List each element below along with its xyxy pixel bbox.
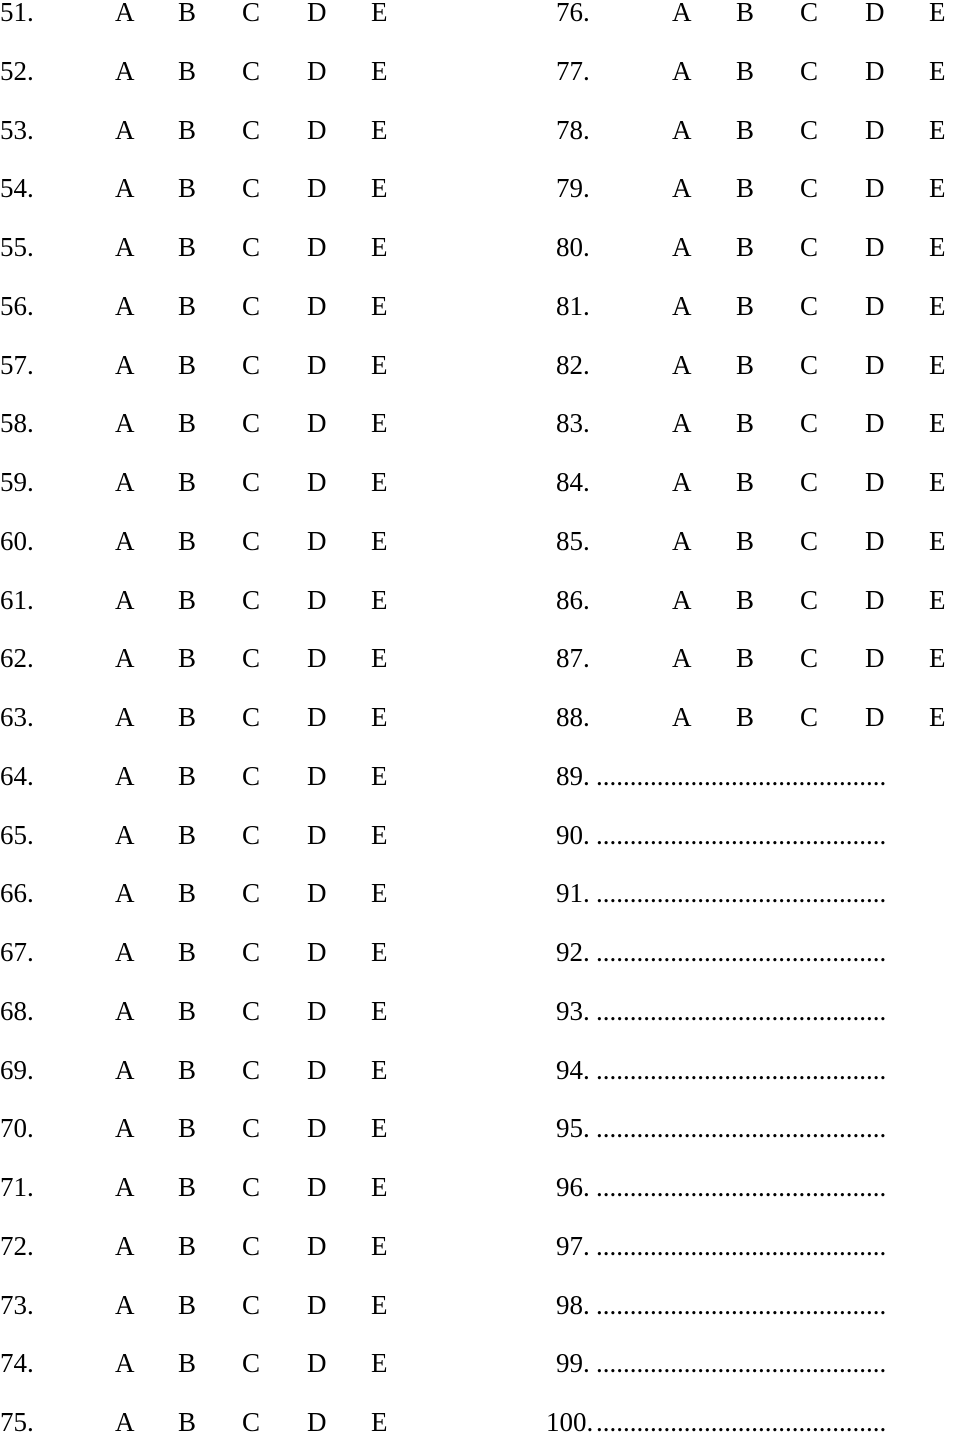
answer-option-d[interactable]: D — [307, 1407, 327, 1437]
blank-row — [0, 1285, 960, 1325]
answer-option-c[interactable]: C — [800, 349, 819, 380]
question-number: 64. — [0, 760, 34, 791]
answer-option-b[interactable]: B — [178, 1172, 197, 1202]
answer-option-a[interactable]: A — [672, 408, 692, 439]
answer-option-e[interactable]: E — [929, 702, 946, 732]
answer-blank-line[interactable]: ........................................... — [596, 1054, 887, 1085]
question-number: 74. — [0, 1348, 34, 1379]
answer-option-a[interactable]: A — [115, 290, 135, 321]
question-number: 76. — [556, 0, 590, 27]
answer-option-b[interactable]: B — [178, 760, 197, 791]
answer-option-e[interactable]: E — [371, 0, 388, 27]
answer-option-e[interactable]: E — [371, 349, 388, 380]
question-number: 90. — [556, 819, 590, 850]
question-number: 97. — [556, 1230, 590, 1261]
answer-option-b[interactable]: B — [736, 232, 755, 262]
answer-option-c[interactable]: C — [242, 1113, 261, 1144]
question-number: 52. — [0, 55, 34, 86]
question-number: 84. — [556, 467, 590, 497]
question-number: 68. — [0, 995, 34, 1026]
answer-option-a[interactable]: A — [115, 760, 135, 791]
answer-option-d[interactable]: D — [865, 0, 885, 27]
answer-option-d[interactable]: D — [865, 467, 885, 497]
answer-option-e[interactable]: E — [371, 878, 388, 909]
question-number: 72. — [0, 1230, 34, 1261]
question-row — [0, 580, 960, 620]
blank-row — [0, 1050, 960, 1090]
answer-option-d[interactable]: D — [307, 290, 327, 321]
question-number: 91. — [556, 878, 590, 909]
answer-option-d[interactable]: D — [307, 408, 327, 439]
question-row — [0, 110, 960, 150]
answer-option-e[interactable]: E — [929, 114, 946, 145]
answer-option-a[interactable]: A — [115, 878, 135, 909]
question-number: 95. — [556, 1113, 590, 1144]
answer-option-a[interactable]: A — [115, 349, 135, 380]
answer-option-b[interactable]: B — [178, 173, 197, 204]
answer-option-e[interactable]: E — [371, 760, 388, 791]
answer-option-a[interactable]: A — [672, 55, 692, 86]
answer-option-c[interactable]: C — [800, 232, 819, 262]
question-number: 56. — [0, 290, 34, 321]
question-number: 65. — [0, 819, 34, 850]
answer-option-c[interactable]: C — [242, 114, 261, 145]
answer-option-d[interactable]: D — [865, 525, 885, 556]
answer-option-a[interactable]: A — [672, 232, 692, 262]
answer-option-b[interactable]: B — [178, 584, 197, 615]
blank-row — [0, 1108, 960, 1148]
answer-option-e[interactable]: E — [929, 584, 946, 615]
question-row — [0, 286, 960, 326]
answer-option-d[interactable]: D — [865, 55, 885, 86]
question-number: 80. — [556, 232, 590, 262]
answer-option-d[interactable]: D — [307, 819, 327, 850]
question-number: 63. — [0, 702, 34, 732]
answer-option-d[interactable]: D — [307, 1113, 327, 1144]
answer-option-c[interactable]: C — [242, 349, 261, 380]
answer-option-c[interactable]: C — [800, 467, 819, 497]
answer-blank-line[interactable]: ........................................... — [596, 1348, 887, 1379]
answer-option-e[interactable]: E — [371, 995, 388, 1026]
question-number: 94. — [556, 1054, 590, 1085]
question-number: 59. — [0, 467, 34, 497]
question-number: 57. — [0, 349, 34, 380]
answer-option-a[interactable]: A — [672, 290, 692, 321]
answer-option-e[interactable]: E — [371, 584, 388, 615]
answer-option-c[interactable]: C — [242, 995, 261, 1026]
answer-option-b[interactable]: B — [178, 525, 197, 556]
answer-option-b[interactable]: B — [178, 995, 197, 1026]
question-number: 75. — [0, 1407, 34, 1437]
answer-option-e[interactable]: E — [371, 232, 388, 262]
answer-option-e[interactable]: E — [371, 525, 388, 556]
answer-option-e[interactable]: E — [929, 173, 946, 204]
answer-option-c[interactable]: C — [242, 1289, 261, 1320]
answer-option-d[interactable]: D — [307, 1230, 327, 1261]
question-row — [0, 697, 960, 737]
answer-option-a[interactable]: A — [115, 173, 135, 204]
answer-option-d[interactable]: D — [307, 55, 327, 86]
answer-option-b[interactable]: B — [178, 408, 197, 439]
answer-option-c[interactable]: C — [800, 525, 819, 556]
answer-option-e[interactable]: E — [929, 55, 946, 86]
answer-option-a[interactable]: A — [115, 643, 135, 674]
answer-option-b[interactable]: B — [178, 1348, 197, 1379]
answer-option-b[interactable]: B — [736, 525, 755, 556]
question-number: 87. — [556, 643, 590, 674]
answer-option-b[interactable]: B — [178, 819, 197, 850]
answer-option-e[interactable]: E — [371, 937, 388, 967]
question-number: 67. — [0, 937, 34, 967]
answer-option-e[interactable]: E — [371, 1289, 388, 1320]
answer-option-e[interactable]: E — [371, 1348, 388, 1379]
question-number: 77. — [556, 55, 590, 86]
answer-option-a[interactable]: A — [115, 937, 135, 967]
answer-option-b[interactable]: B — [178, 232, 197, 262]
answer-option-c[interactable]: C — [242, 937, 261, 967]
answer-option-a[interactable]: A — [115, 1054, 135, 1085]
answer-option-d[interactable]: D — [307, 584, 327, 615]
answer-option-e[interactable]: E — [929, 643, 946, 674]
question-number: 61. — [0, 584, 34, 615]
question-number: 93. — [556, 995, 590, 1026]
answer-option-c[interactable]: C — [242, 643, 261, 674]
answer-option-c[interactable]: C — [800, 702, 819, 732]
answer-option-c[interactable]: C — [242, 1172, 261, 1202]
answer-option-c[interactable]: C — [800, 643, 819, 674]
answer-option-b[interactable]: B — [736, 55, 755, 86]
question-number: 71. — [0, 1172, 34, 1202]
answer-option-b[interactable]: B — [178, 1054, 197, 1085]
question-number: 98. — [556, 1289, 590, 1320]
answer-option-a[interactable]: A — [115, 1172, 135, 1202]
answer-option-e[interactable]: E — [929, 408, 946, 439]
answer-option-b[interactable]: B — [178, 1113, 197, 1144]
answer-option-a[interactable]: A — [115, 232, 135, 262]
answer-blank-line[interactable]: ........................................... — [596, 1407, 887, 1437]
answer-option-b[interactable]: B — [736, 408, 755, 439]
blank-row — [0, 932, 960, 972]
question-number: 92. — [556, 937, 590, 967]
answer-option-d[interactable]: D — [307, 232, 327, 262]
answer-option-d[interactable]: D — [865, 290, 885, 321]
answer-option-e[interactable]: E — [371, 819, 388, 850]
answer-option-c[interactable]: C — [242, 584, 261, 615]
answer-option-c[interactable]: C — [242, 1230, 261, 1261]
answer-option-b[interactable]: B — [178, 114, 197, 145]
blank-row — [0, 1343, 960, 1383]
answer-option-c[interactable]: C — [242, 408, 261, 439]
answer-option-d[interactable]: D — [307, 1289, 327, 1320]
answer-option-a[interactable]: A — [115, 1289, 135, 1320]
answer-option-e[interactable]: E — [371, 1230, 388, 1261]
answer-option-d[interactable]: D — [307, 173, 327, 204]
answer-option-a[interactable]: A — [115, 1407, 135, 1437]
answer-option-a[interactable]: A — [672, 643, 692, 674]
answer-option-d[interactable]: D — [307, 0, 327, 27]
answer-option-c[interactable]: C — [242, 0, 261, 27]
answer-option-d[interactable]: D — [865, 408, 885, 439]
answer-option-d[interactable]: D — [865, 114, 885, 145]
answer-option-e[interactable]: E — [371, 643, 388, 674]
answer-option-e[interactable]: E — [371, 55, 388, 86]
answer-option-e[interactable]: E — [371, 408, 388, 439]
answer-option-d[interactable]: D — [307, 995, 327, 1026]
answer-blank-line[interactable]: ........................................... — [596, 1172, 887, 1202]
answer-option-a[interactable]: A — [115, 1230, 135, 1261]
question-number: 54. — [0, 173, 34, 204]
answer-option-a[interactable]: A — [115, 525, 135, 556]
answer-option-a[interactable]: A — [115, 0, 135, 27]
answer-option-b[interactable]: B — [736, 349, 755, 380]
answer-option-c[interactable]: C — [242, 702, 261, 732]
answer-option-a[interactable]: A — [115, 55, 135, 86]
answer-option-d[interactable]: D — [307, 760, 327, 791]
answer-option-d[interactable]: D — [307, 525, 327, 556]
question-row — [0, 51, 960, 91]
answer-option-d[interactable]: D — [865, 702, 885, 732]
answer-option-c[interactable]: C — [800, 290, 819, 321]
question-number: 96. — [556, 1172, 590, 1202]
answer-option-c[interactable]: C — [242, 1407, 261, 1437]
answer-option-c[interactable]: C — [242, 878, 261, 909]
answer-option-e[interactable]: E — [929, 0, 946, 27]
answer-option-e[interactable]: E — [929, 290, 946, 321]
question-number: 83. — [556, 408, 590, 439]
question-number: 89. — [556, 760, 590, 791]
answer-option-e[interactable]: E — [371, 1113, 388, 1144]
answer-option-d[interactable]: D — [307, 643, 327, 674]
question-number: 86. — [556, 584, 590, 615]
question-row — [0, 521, 960, 561]
answer-option-d[interactable]: D — [307, 114, 327, 145]
answer-option-d[interactable]: D — [307, 467, 327, 497]
answer-option-a[interactable]: A — [672, 173, 692, 204]
answer-option-b[interactable]: B — [736, 0, 755, 27]
answer-option-b[interactable]: B — [736, 467, 755, 497]
blank-row — [0, 1167, 960, 1207]
answer-option-b[interactable]: B — [178, 702, 197, 732]
answer-option-a[interactable]: A — [672, 525, 692, 556]
answer-option-e[interactable]: E — [929, 349, 946, 380]
answer-option-b[interactable]: B — [178, 1289, 197, 1320]
question-number: 60. — [0, 525, 34, 556]
answer-option-b[interactable]: B — [178, 878, 197, 909]
answer-option-b[interactable]: B — [736, 702, 755, 732]
answer-option-c[interactable]: C — [242, 819, 261, 850]
answer-option-d[interactable]: D — [307, 1054, 327, 1085]
question-number: 53. — [0, 114, 34, 145]
answer-option-a[interactable]: A — [115, 819, 135, 850]
answer-option-b[interactable]: B — [178, 937, 197, 967]
answer-option-d[interactable]: D — [307, 937, 327, 967]
answer-option-a[interactable]: A — [115, 1113, 135, 1144]
answer-option-e[interactable]: E — [371, 173, 388, 204]
answer-option-b[interactable]: B — [736, 584, 755, 615]
question-number: 100. — [546, 1407, 594, 1437]
answer-option-d[interactable]: D — [865, 584, 885, 615]
question-number: 73. — [0, 1289, 34, 1320]
question-number: 62. — [0, 643, 34, 674]
question-number: 55. — [0, 232, 34, 262]
question-row — [0, 227, 960, 267]
answer-option-d[interactable]: D — [307, 1348, 327, 1379]
answer-option-d[interactable]: D — [865, 643, 885, 674]
answer-option-d[interactable]: D — [307, 702, 327, 732]
answer-option-b[interactable]: B — [736, 114, 755, 145]
answer-option-e[interactable]: E — [371, 114, 388, 145]
answer-option-e[interactable]: E — [929, 525, 946, 556]
question-number: 66. — [0, 878, 34, 909]
answer-option-b[interactable]: B — [736, 290, 755, 321]
question-number: 82. — [556, 349, 590, 380]
blank-row — [0, 1226, 960, 1266]
question-number: 81. — [556, 290, 590, 321]
answer-option-a[interactable]: A — [115, 408, 135, 439]
blank-row — [0, 815, 960, 855]
question-number: 79. — [556, 173, 590, 204]
answer-option-a[interactable]: A — [115, 702, 135, 732]
answer-option-d[interactable]: D — [865, 173, 885, 204]
answer-option-d[interactable]: D — [865, 232, 885, 262]
answer-option-a[interactable]: A — [115, 1348, 135, 1379]
question-row — [0, 345, 960, 385]
answer-option-b[interactable]: B — [178, 467, 197, 497]
answer-option-c[interactable]: C — [800, 584, 819, 615]
answer-option-a[interactable]: A — [115, 467, 135, 497]
answer-option-b[interactable]: B — [178, 0, 197, 27]
answer-option-e[interactable]: E — [371, 290, 388, 321]
answer-option-a[interactable]: A — [672, 114, 692, 145]
answer-option-c[interactable]: C — [242, 290, 261, 321]
answer-option-a[interactable]: A — [115, 114, 135, 145]
answer-option-c[interactable]: C — [800, 55, 819, 86]
answer-option-b[interactable]: B — [178, 643, 197, 674]
answer-option-e[interactable]: E — [371, 1054, 388, 1085]
question-number: 58. — [0, 408, 34, 439]
answer-option-c[interactable]: C — [242, 1054, 261, 1085]
answer-option-a[interactable]: A — [115, 584, 135, 615]
answer-option-c[interactable]: C — [242, 232, 261, 262]
question-number: 99. — [556, 1348, 590, 1379]
question-number: 69. — [0, 1054, 34, 1085]
answer-blank-line[interactable]: ........................................... — [596, 995, 887, 1026]
answer-option-e[interactable]: E — [929, 232, 946, 262]
answer-option-b[interactable]: B — [178, 55, 197, 86]
answer-option-d[interactable]: D — [307, 1172, 327, 1202]
answer-blank-line[interactable]: ........................................... — [596, 1289, 887, 1320]
question-number: 78. — [556, 114, 590, 145]
answer-option-c[interactable]: C — [800, 408, 819, 439]
answer-blank-line[interactable]: ........................................... — [596, 1230, 887, 1261]
answer-option-d[interactable]: D — [307, 878, 327, 909]
blank-row — [0, 873, 960, 913]
answer-option-c[interactable]: C — [242, 467, 261, 497]
answer-option-a[interactable]: A — [672, 584, 692, 615]
answer-option-a[interactable]: A — [672, 349, 692, 380]
answer-option-e[interactable]: E — [371, 1407, 388, 1437]
blank-row — [0, 1402, 960, 1442]
answer-option-e[interactable]: E — [929, 467, 946, 497]
answer-option-c[interactable]: C — [800, 0, 819, 27]
answer-option-e[interactable]: E — [371, 1172, 388, 1202]
answer-blank-line[interactable]: ........................................... — [596, 760, 887, 791]
answer-option-c[interactable]: C — [800, 173, 819, 204]
answer-option-e[interactable]: E — [371, 702, 388, 732]
answer-option-a[interactable]: A — [672, 702, 692, 732]
answer-option-b[interactable]: B — [178, 1230, 197, 1261]
blank-row — [0, 991, 960, 1031]
question-number: 70. — [0, 1113, 34, 1144]
question-number: 85. — [556, 525, 590, 556]
answer-option-b[interactable]: B — [736, 643, 755, 674]
blank-row — [0, 756, 960, 796]
answer-option-c[interactable]: C — [242, 525, 261, 556]
answer-option-c[interactable]: C — [242, 1348, 261, 1379]
answer-option-b[interactable]: B — [736, 173, 755, 204]
answer-option-c[interactable]: C — [242, 55, 261, 86]
answer-blank-line[interactable]: ........................................... — [596, 1113, 887, 1144]
question-row — [0, 0, 960, 32]
answer-option-a[interactable]: A — [672, 0, 692, 27]
answer-option-b[interactable]: B — [178, 1407, 197, 1437]
answer-option-a[interactable]: A — [672, 467, 692, 497]
question-number: 88. — [556, 702, 590, 732]
answer-option-b[interactable]: B — [178, 290, 197, 321]
question-number: 51. — [0, 0, 34, 27]
answer-option-d[interactable]: D — [865, 349, 885, 380]
answer-blank-line[interactable]: ........................................... — [596, 878, 887, 909]
question-row — [0, 462, 960, 502]
answer-option-c[interactable]: C — [242, 173, 261, 204]
answer-option-c[interactable]: C — [242, 760, 261, 791]
answer-blank-line[interactable]: ........................................... — [596, 819, 887, 850]
question-row — [0, 638, 960, 678]
answer-option-a[interactable]: A — [115, 995, 135, 1026]
question-row — [0, 168, 960, 208]
question-row — [0, 403, 960, 443]
answer-option-d[interactable]: D — [307, 349, 327, 380]
answer-option-b[interactable]: B — [178, 349, 197, 380]
answer-option-e[interactable]: E — [371, 467, 388, 497]
answer-blank-line[interactable]: ........................................... — [596, 937, 887, 967]
answer-option-c[interactable]: C — [800, 114, 819, 145]
